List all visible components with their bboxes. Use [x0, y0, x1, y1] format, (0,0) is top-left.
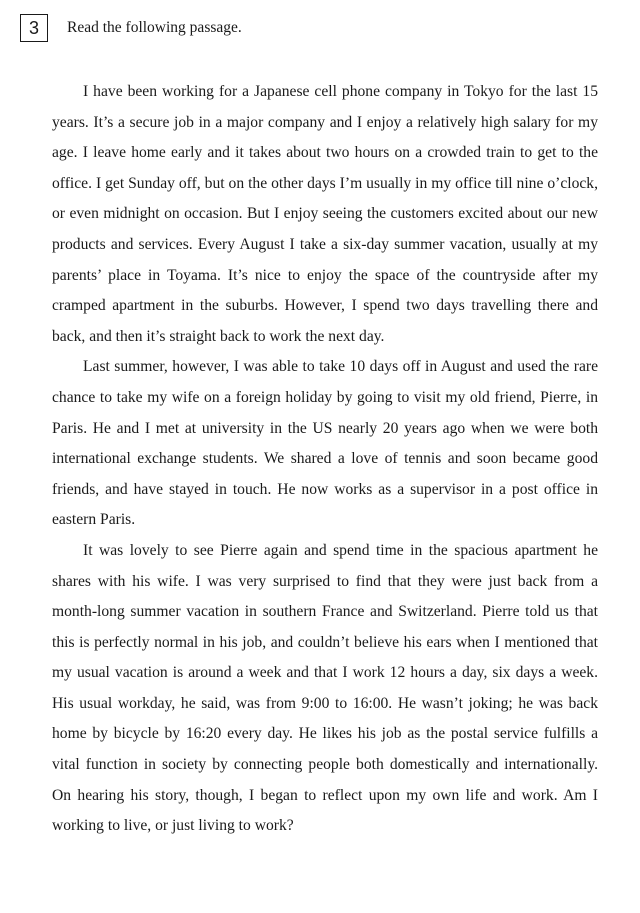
passage-paragraph-1: I have been working for a Japanese cell phone company in Tokyo for the last 15 years. It’s a secure job in a major company and I enjoy a relatively high salary for my age. I leave home early and it takes about two hours on a crowded train to get to the office. I get Sunday off, but on the other days I’m usually in my office till nine o’clock, or even midnight on occasion. But I enjoy seeing the customers excited about our new products and services. Every August I take a six-day summer vacation, usually at my parents’ place in Toyama. It’s nice to enjoy the space of the countryside after my cramped apartment in the suburbs. However, I spend two days travelling there and back, and then it’s straight back to work the next day. [52, 83, 598, 345]
question-header [20, 14, 242, 42]
question-number-box: 3 [20, 14, 48, 42]
passage-paragraph-2: Last summer, however, I was able to take 10 days off in August and used the rare chance to take my wife on a foreign holiday by going to visit my old friend, Pierre, in Paris. He and I met at university in the US nearly 20 years ago when we were both international exchange students. We shared a love of tennis and soon became good friends, and have stayed in touch. He now works as a supervisor in a post office in eastern Paris. [52, 358, 598, 529]
passage-paragraph-3: It was lovely to see Pierre again and spend time in the spacious apartment he shares with his wife. I was very surprised to find that they were just back from a month-long summer vacation in southern France and Switzerland. Pierre told us that this is perfectly normal in his job, and couldn’t believe his ears when I mentioned that my usual vacation is around a week and that I work 12 hours a day, six days a week. His usual workday, he said, was from 9:00 to 16:00. He wasn’t joking; he was back home by bicycle by 16:20 every day. He likes his job as the postal service fulfills a vital function in society by connecting people both domestically and internationally. On hearing his story, though, I began to reflect upon my own life and work. Am I working to live, or just living to work? [52, 541, 598, 835]
reading-passage [52, 77, 598, 842]
instruction-text: Read the following passage. [67, 19, 242, 37]
